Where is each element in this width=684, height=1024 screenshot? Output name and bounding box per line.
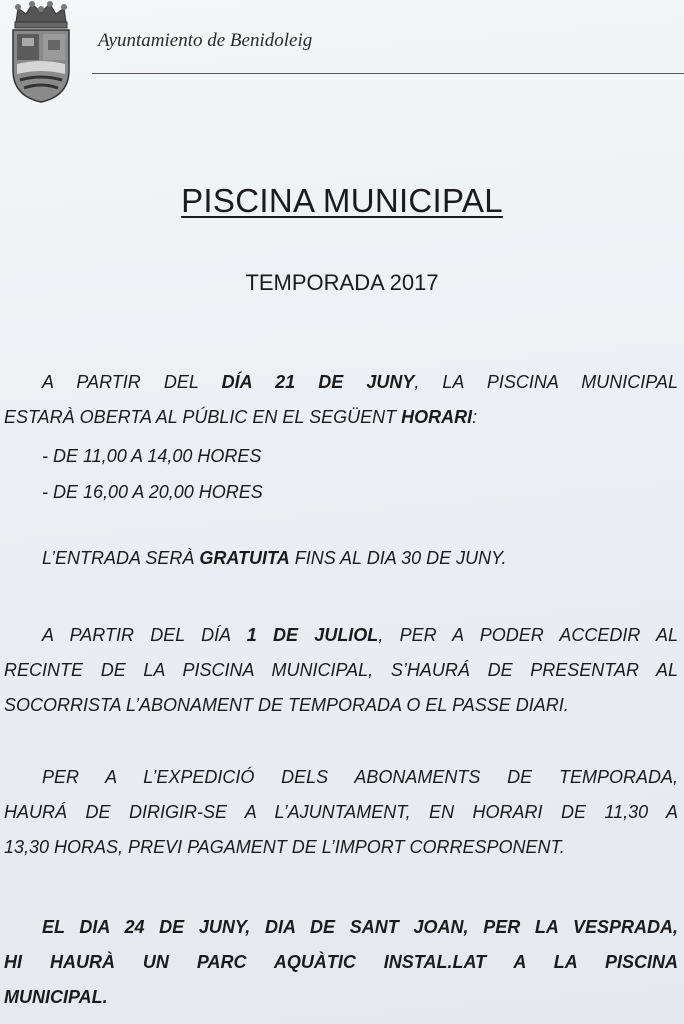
organization-name: Ayuntamiento de Benidoleig	[98, 30, 313, 51]
schedule-keyword: HORARI	[401, 407, 473, 427]
access-line-2: RECINTE DE LA PISCINA MUNICIPAL, S’HAURÁ DE PRESENTAR AL	[4, 660, 678, 680]
access-date: 1 DE JULIOL	[246, 625, 379, 645]
page-title-text: PISCINA MUNICIPAL	[181, 182, 503, 219]
season-pass-line-1: PER A L’EXPEDICIÓ DELS ABONAMENTS DE TEMPORADA,	[42, 767, 678, 787]
opening-text-2: , LA PISCINA MUNICIPAL	[414, 372, 678, 392]
access-line-3: SOCORRISTA L’ABONAMENT DE TEMPORADA O EL PASSE DIARI.	[4, 695, 569, 715]
access-text-2: , PER A PODER ACCEDIR AL	[378, 625, 678, 645]
municipal-coat-of-arms-icon	[8, 0, 74, 104]
opening-paragraph	[4, 365, 678, 435]
opening-date: DÍA 21 DE JUNY	[221, 372, 415, 392]
letterhead	[0, 0, 684, 110]
season-pass-line-2: HAURÁ DE DIRIGIR-SE A L’AJUNTAMENT, EN HORARI DE 11,30 A	[4, 802, 678, 822]
sant-joan-paragraph	[4, 910, 678, 1015]
sant-joan-line-3: MUNICIPAL.	[4, 987, 108, 1007]
access-line-1	[4, 618, 678, 653]
entry-text-2: FINS AL DIA 30 DE JUNY.	[289, 548, 507, 568]
opening-colon: :	[472, 407, 478, 427]
page-title	[0, 182, 684, 220]
opening-text-1: A PARTIR DEL	[42, 372, 222, 392]
opening-text-3: ESTARÀ OBERTA AL PÚBLIC EN EL SEGÜENT	[4, 407, 402, 427]
season-pass-paragraph	[4, 760, 678, 865]
opening-line-2	[4, 400, 678, 435]
season-pass-line-3: 13,30 HORAS, PREVI PAGAMENT DE L’IMPORT CORRESPONENT.	[4, 837, 565, 857]
entry-text-1: L’ENTRADA SERÀ	[42, 548, 200, 568]
season-subtitle: TEMPORADA 2017	[245, 270, 439, 295]
entry-free-keyword: GRATUITA	[199, 548, 290, 568]
schedule-item-afternoon: - DE 16,00 A 20,00 HORES	[42, 482, 263, 502]
header-divider	[92, 73, 684, 74]
schedule-item-morning: - DE 11,00 A 14,00 HORES	[42, 446, 262, 466]
opening-line-1	[4, 365, 678, 400]
access-paragraph	[4, 618, 678, 723]
sant-joan-line-1: EL DIA 24 DE JUNY, DIA DE SANT JOAN, PER LA VESPRADA,	[42, 917, 678, 937]
free-entry-notice	[42, 548, 506, 569]
sant-joan-line-2: HI HAURÀ UN PARC AQUÀTIC INSTAL.LAT A LA PISCINA	[4, 952, 678, 972]
access-text-1: A PARTIR DEL DÍA	[42, 625, 247, 645]
